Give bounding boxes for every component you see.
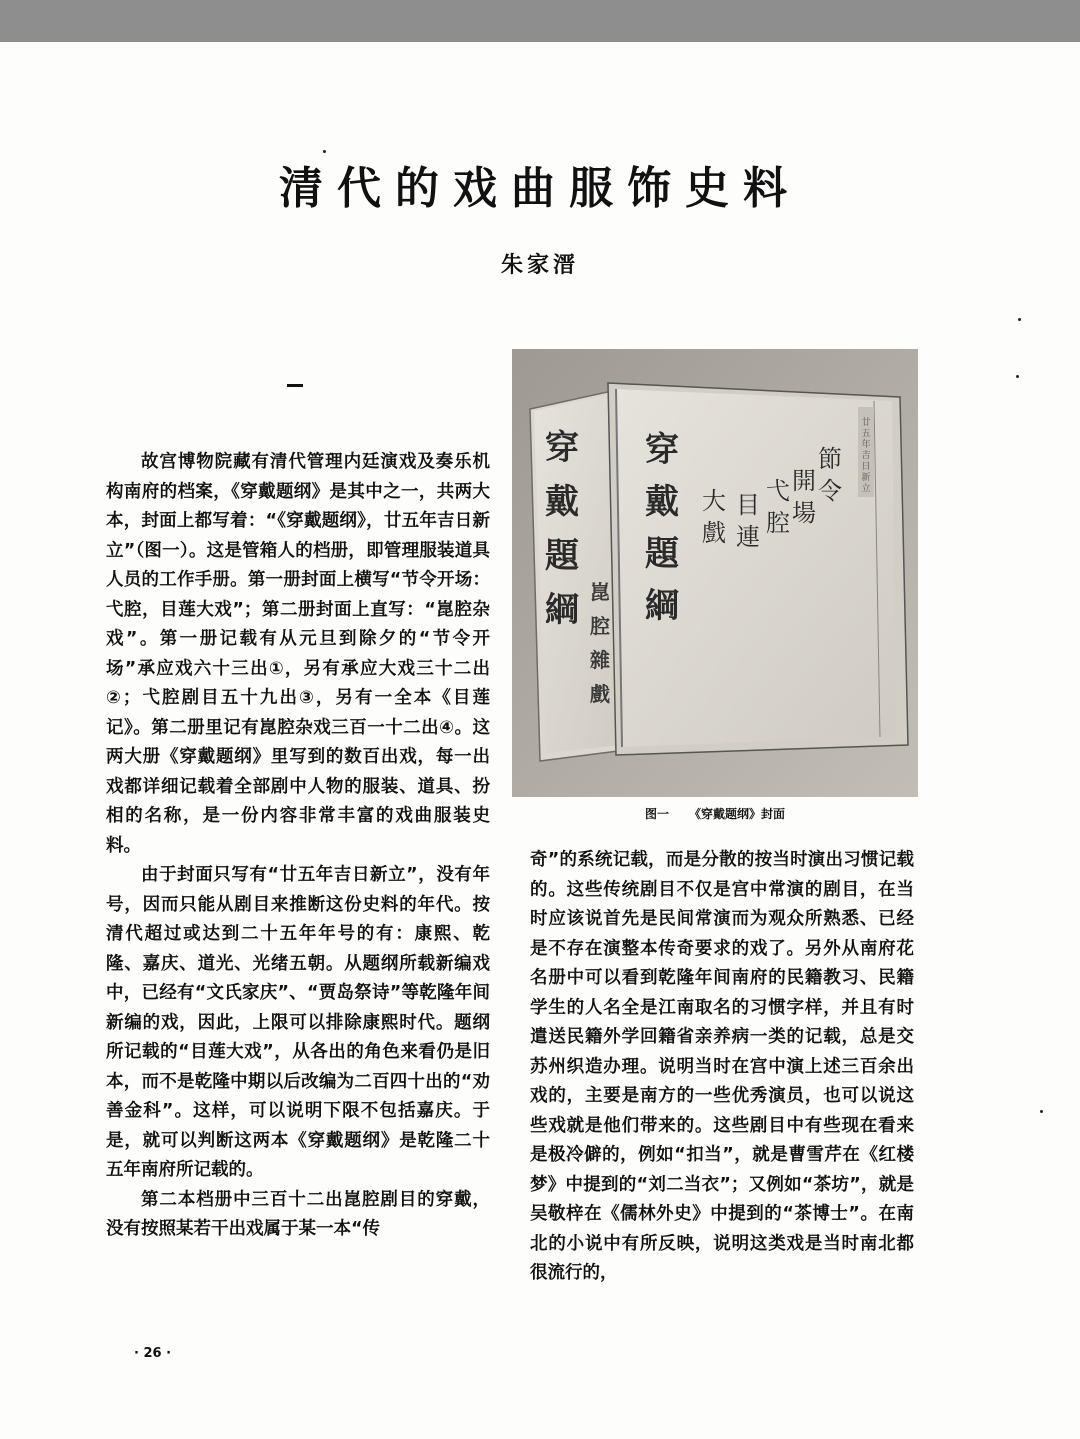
svg-text:題: 題 [645, 534, 679, 574]
svg-text:崑: 崑 [590, 580, 610, 604]
svg-text:年: 年 [861, 440, 871, 450]
svg-text:吉: 吉 [861, 451, 871, 461]
page-number: · 26 · [134, 1346, 172, 1361]
svg-text:場: 場 [792, 499, 816, 527]
paragraph: 故宫博物院藏有清代管理内廷演戏及奏乐机构南府的档案，《穿戴题纲》是其中之一，共两大本，封面上都写着：“《穿戴题纲》，廿五年吉日新立”（图一）。这是管箱人的档册，即管理服装道具人员的工作手册。第一册封面上横写“节令开场：弋腔，目莲大戏”；第二册封面上直写：“崑腔杂戏”。第一册记载有从元旦到除夕的“节令开场”承应戏六十三出①，另有承应大戏三十二出②；弋腔剧目五十九出③，另有一全本《目莲记》。第二册里记有崑腔杂戏三百一十二出④。这两大册《穿戴题纲》里写到的数百出戏，每一出戏都详细记载着全部剧中人物的服装、道具、扮相的名称，是一份内容非常丰富的戏曲服装史料。 [106, 452, 490, 856]
scan-speck [323, 150, 326, 153]
svg-text:戲: 戲 [590, 682, 610, 706]
scan-speck [1016, 375, 1019, 378]
svg-text:立: 立 [861, 484, 871, 494]
paragraph: 奇”的系统记载，而是分散的按当时演出习惯记载的。这些传统剧目不仅是宫中常演的剧目，在当时应该说首先是民间常演而为观众所熟悉、已经是不存在演整本传奇要求的戏了。另外从南府花名册中可以看到乾隆年间南府的民籍教习、民籍学生的人名全是江南取名的习惯字样，并且有时遣送民籍外学回籍省亲养病一类的记载，总是交苏州织造办理。说明当时在宫中演上述三百余出戏的，主要是南方的一些优秀演员，也可以说这些戏就是他们带来的。这些剧目中有些现在看来是极冷僻的，例如“扣当”，就是曹雪芹在《红楼梦》中提到的“刘二当衣”；又例如“茶坊”，就是吴敬梓在《儒林外史》中提到的“茶博士”。在南北的小说中有所反映，说明这类戏是当时南北都很流行的， [530, 850, 914, 1283]
svg-text:題: 題 [545, 536, 579, 576]
svg-text:綱: 綱 [645, 586, 679, 626]
cover-stamp-text [861, 416, 870, 494]
svg-text:腔: 腔 [590, 614, 610, 638]
svg-text:弋: 弋 [766, 477, 790, 505]
svg-text:大: 大 [702, 487, 726, 515]
right-text-column [530, 846, 914, 1289]
svg-text:日: 日 [861, 462, 871, 472]
scan-speck [1018, 318, 1021, 321]
svg-text:五: 五 [861, 429, 871, 439]
paragraph: 第二本档册中三百十二出崑腔剧目的穿戴，没有按照某若干出戏属于某一本“传 [106, 1189, 490, 1239]
scan-speck [1040, 1110, 1043, 1113]
svg-text:目: 目 [736, 491, 760, 519]
svg-text:穿: 穿 [645, 430, 679, 470]
svg-text:腔: 腔 [766, 509, 790, 537]
svg-text:穿: 穿 [545, 428, 579, 468]
article-author: 朱家溍 [500, 253, 579, 278]
cover-photo-image [512, 349, 918, 797]
svg-text:雜: 雜 [590, 648, 610, 672]
svg-text:連: 連 [736, 523, 760, 551]
figure-cover-photo [512, 349, 918, 797]
figure-caption-label: 图一 [644, 807, 669, 821]
svg-text:戴: 戴 [645, 482, 679, 522]
svg-text:節: 節 [818, 445, 842, 473]
figure-caption [512, 805, 918, 822]
svg-text:開: 開 [792, 467, 816, 495]
left-text-column [106, 448, 490, 1245]
article-title: 清代的戏曲服饰史料 [279, 163, 801, 214]
svg-text:新: 新 [861, 473, 871, 483]
figure-caption-text: 《穿戴题纲》封面 [689, 807, 786, 821]
svg-text:戲: 戲 [702, 519, 726, 547]
svg-text:戴: 戴 [545, 482, 579, 522]
viewer-top-bar [0, 0, 1080, 42]
svg-text:綱: 綱 [545, 590, 579, 630]
svg-text:廿: 廿 [861, 418, 871, 428]
svg-text:令: 令 [818, 477, 842, 505]
paragraph: 由于封面只写有“廿五年吉日新立”，没有年号，因而只能从剧目来推断这份史料的年代。按清代超过或达到二十五年年号的有：康熙、乾隆、嘉庆、道光、光绪五朝。从题纲所载新编戏中，已经有“文氏家庆”、“贾岛祭诗”等乾隆年间新编的戏，因此，上限可以排除康熙时代。题纲所记载的“目莲大戏”，从各出的角色来看仍是旧本，而不是乾隆中期以后改编为二百四十出的“劝善金科”。这样，可以说明下限不包括嘉庆。于是，就可以判断这两本《穿戴题纲》是乾隆二十五年南府所记载的。 [106, 865, 490, 1180]
section-number-mark [287, 384, 303, 387]
